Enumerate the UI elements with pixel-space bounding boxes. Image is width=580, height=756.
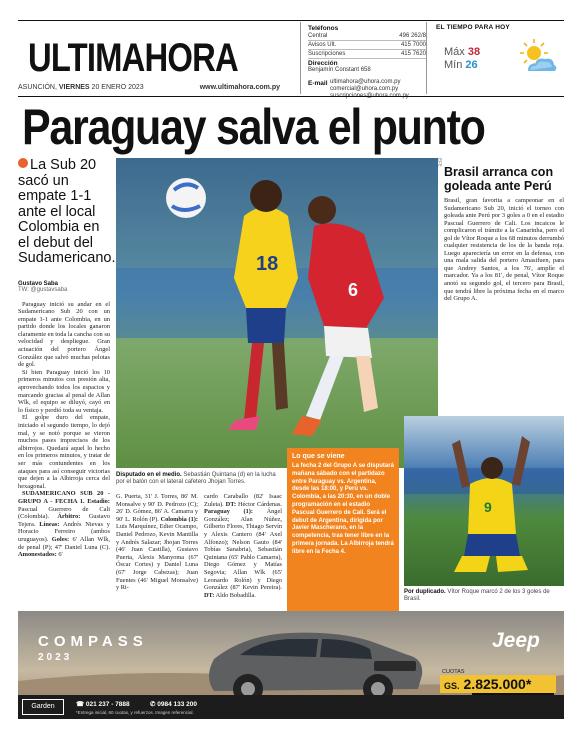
byline <box>18 281 110 293</box>
upcoming-text: La fecha 2 del Grupo A se disputará mañana sábado con el partidazo entre Paraguay vs. Argentina, desde las 18:00, y Perú vs. Colombia, a las 20:30, en un doble programación en el estadio Pascual Guerrero de Cali. Será el debut de Argentina, dirigida por Javier Mascherano, en la competencia, tras tener libre en la primera jornada. La Albirroja tendrá libre en la Fecha 4. <box>292 463 394 555</box>
model-name: COMPASS <box>38 633 148 650</box>
top-rule <box>18 20 564 21</box>
email-link[interactable]: comercial@uhora.com.py <box>330 86 399 92</box>
lead-text[interactable]: La Sub 20 sacó un empate 1-1 ante el local Colombia en el debut del Sudamericano. <box>18 157 116 266</box>
paragraph: Si bien Paraguay inició los 10 primeros minutos con presión alta, aprovechando todos los espacios y marcando gracias al penal de Allan Wlk, el equipo se diluyó, cayó en lo físico y perdió toda su ventaja. <box>18 368 110 414</box>
side-story-title[interactable]: Brasil arranca con goleada ante Perú <box>444 165 554 193</box>
fine-print: *Entrega inicial, 60 cuotas, y refuerzos. Imagen referencial. <box>76 710 194 715</box>
phone-icon: ☎ <box>76 701 86 708</box>
bullet-dot-icon <box>18 158 28 168</box>
whatsapp-icon: ✆ <box>150 701 158 708</box>
price: GS. 2.825.000* <box>440 675 556 693</box>
temperatures: Máx 38 Mín 26 <box>444 46 481 71</box>
masthead <box>18 22 564 94</box>
phone-2[interactable]: ✆ 0984 133 200 <box>150 701 198 708</box>
address-label: Dirección <box>308 60 338 67</box>
logo-left: ULTIMA <box>28 36 145 80</box>
phone-row: Central 496 262/8 <box>308 33 426 39</box>
brazil-photo[interactable] <box>404 416 564 586</box>
brand-logo: Jeep <box>492 629 540 652</box>
side-story-body: Brasil, gran favorita a campeonar en el Sudamericano Sub 20, inició el torneo con goleada ante Perú por 3 goles a 0 en el estadio Pascual Guerrero de Cali. Los incaicos le complicaron el trámite a la Canarinha, pero el gol de Vítor Roque a los 68 minutos derrumbó cualquier resistencia de los de la banda roja. Luego apareciería un error en la defensa, con una mala salida del portero Amasifuen, para que Andrey Santos, a los 76', amplíe el marcador. Ya a los 81', de penal, Vítor Roque anotó su segundo gol, el tercero para Brasil, que tendrá libre la próxima fecha en el marco del Grupo A. <box>444 197 564 303</box>
dealer-logo: Garden <box>22 699 64 715</box>
main-photo[interactable] <box>116 158 438 468</box>
weather-title: EL TIEMPO PARA HOY <box>436 24 510 31</box>
photo-caption: Disputado en el medio. Sebastián Quintana (d) en la lucha por el balón con el lateral cafetero Jhojan Torres. <box>116 472 276 486</box>
upcoming-box[interactable] <box>287 448 399 612</box>
max-temp: 38 <box>467 46 481 58</box>
headline[interactable]: Paraguay salva el punto <box>22 99 485 155</box>
date-text: ASUNCIÓN, VIERNES 20 ENERO 2023 <box>18 84 144 91</box>
min-temp: 26 <box>465 59 478 71</box>
divider <box>426 22 427 94</box>
paragraph: Paraguay inició su andar en el Sudamericano Sub 20 con un empate 1-1 ante Colombia, en un partido donde los locales ganaron claramente en toda la cancha con su velocidad y despliegue. Gran actuación del portero Ángel González que salvó muchas pelotas de gol. <box>18 300 110 369</box>
red-player-number: 6 <box>348 280 359 300</box>
price-label: CUOTAS <box>442 669 465 675</box>
divider <box>300 22 301 94</box>
email-label: E-mail <box>308 80 328 87</box>
photo-credit: EFE <box>437 158 443 167</box>
author-name: Gustavo Saba <box>18 280 59 287</box>
dateline <box>18 84 280 91</box>
contacts-box <box>308 24 426 100</box>
paragraph: El golpe duro del empate, iniciado el segundo tiempo, lo dejó mal, y se notó porque se vieron muchos pases imprecisos de los albirrojos. Quedará aquel lo hecho en los primeros minutos, y tratar de ser más contundentes en los ataques para así conseguir victorias que dejen a la Albirroja cerca del hexagonal. <box>18 414 110 490</box>
brazil-caption: Por duplicado. Vítor Roque marcó 2 de los 3 goles de Brasil. <box>404 589 550 603</box>
phones-label: Teléfonos <box>308 25 339 32</box>
paragraph: SUDAMERICANO SUB 20 - GRUPO A - FECHA 1. Estadio: Pascual Guerrero de Cali (Colombia). Árbitro: Gustavo Tejera. Líneas: Andrés Nievas y Horacio Ferreiro (ambos uruguayos). Goles: 6' Allan Wlk, de penal (P); 47' Daniel Luna (C). Amonestados: 6' <box>18 490 110 559</box>
article-body <box>18 301 110 559</box>
upcoming-title: Lo que se viene <box>292 453 345 460</box>
brazil-photo-illustration <box>404 416 564 586</box>
brazil-player-number: 9 <box>484 499 492 515</box>
site-url[interactable]: www.ultimahora.com.py <box>199 84 280 91</box>
jeep-advertisement[interactable] <box>18 611 564 719</box>
sun-cloud-icon <box>518 37 558 77</box>
weather-box <box>436 24 566 71</box>
lineup-column-1: G. Puerta, 31' J. Torres, 86' M. Monsalve y 90' D. Pedrozo (C); 26' D. Gómez, 86' A. Camarra y 90' L. Rolón (P). Colombia (1): Luis Marquínez, Edier Ocampo, Daniel Pedrozo, Kevin Mantilla y Andrés Salazar; Jhojan Torres (46' Juan Castilla), Gustavo Puerta, Alexis Manyoma (67' Óscar Cortes) y Daniel Luna (67' Jorge Cabezas); Juan Fuentes (46' Miguel Monsalve) y Ri- <box>116 493 198 592</box>
author-twitter[interactable]: TW: @gustavsaba <box>18 286 68 293</box>
phone-row: Suscripciones 415 7620 <box>308 51 426 57</box>
lineup-column-2: cardo Caraballo (82' Isaac Zuleta). DT: Héctor Cárdenas. Paraguay (1): Ángel González; Alan Núñez, Gilberto Flores, Thiago Servín y Alexis Cantero (84' Axel Alfonzo); Nelson Gauto (84' Tobías Sanabria), Sebastián Quintana (65' Pablo Camarra), Diego Gómez y Matías Segovia; Allan Wlk (65' Leonardo Rolón) y Diego González (87' Kevin Pereira). DT: Aldo Bobadilla. <box>204 493 283 599</box>
logo-right: HORA <box>144 36 238 80</box>
side-story <box>444 166 564 303</box>
address: Benjamín Constant 658 <box>308 67 371 73</box>
logo[interactable] <box>28 36 238 81</box>
email-link[interactable]: ultimahora@uhora.com.py <box>330 79 401 85</box>
match-photo-illustration <box>116 158 438 468</box>
phone-1[interactable]: ☎ 021 237 - 7888 <box>76 701 130 708</box>
phone-row: Avisos Ult. 415 7000 <box>308 42 426 48</box>
header-rule <box>18 96 564 97</box>
lead-column <box>18 157 116 559</box>
model-year: 2023 <box>38 652 73 663</box>
yellow-player-number: 18 <box>256 253 279 275</box>
